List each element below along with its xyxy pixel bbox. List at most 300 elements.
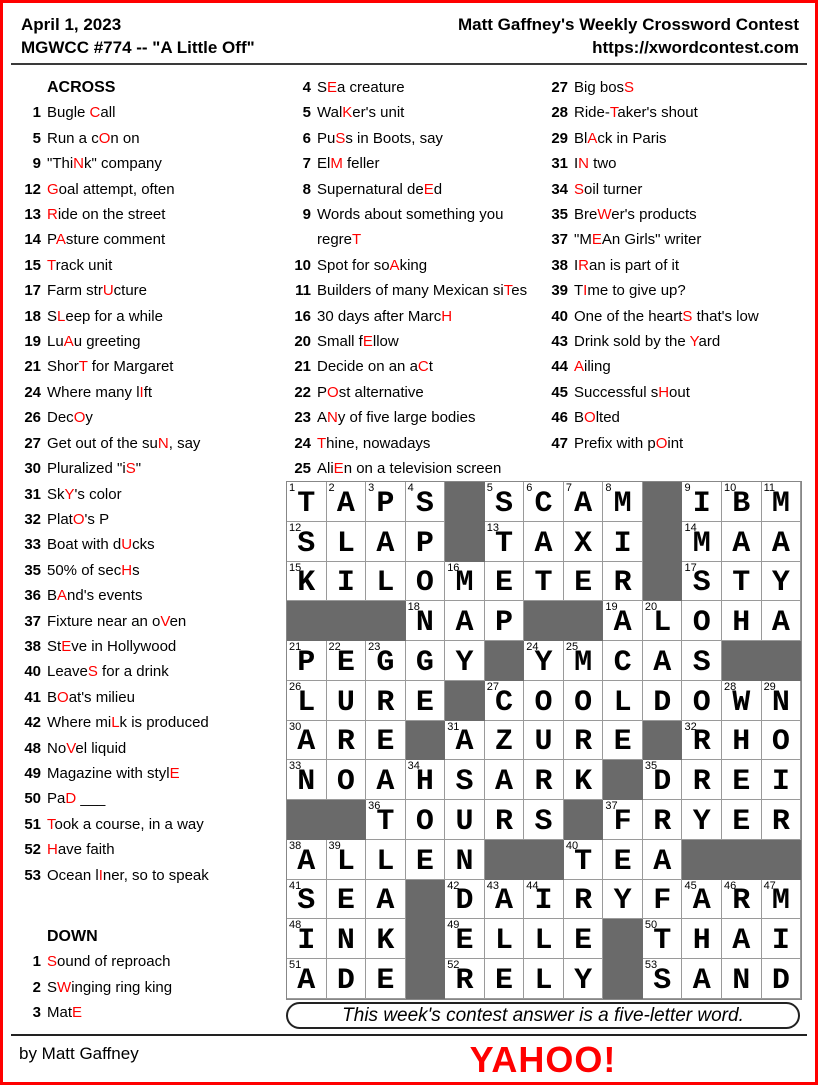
across-heading: ACROSS: [47, 79, 116, 96]
grid-cell: [287, 880, 327, 920]
clue-number: 34: [551, 180, 568, 198]
clue-text: PuSs in Boots, say: [317, 129, 443, 147]
cell-letter: A: [376, 765, 395, 799]
clue-column-2: [289, 75, 535, 482]
clue-text: Ocean lIner, so to speak: [47, 866, 209, 884]
clue-number: 38: [24, 637, 41, 655]
grid-block: [445, 482, 485, 522]
theme-letter: H: [121, 561, 133, 579]
grid-cell: [564, 959, 604, 999]
cell-letter: A: [692, 963, 711, 998]
grid-cell: [603, 800, 643, 840]
cell-letter: E: [495, 566, 514, 601]
grid-cell: [287, 681, 327, 721]
clue-number: 51: [24, 815, 41, 833]
clue-text: DecOy: [47, 409, 93, 427]
theme-letter: R: [578, 256, 590, 274]
grid-cell: [287, 959, 327, 999]
cell-number: 16: [447, 561, 460, 574]
theme-letter: T: [503, 282, 512, 300]
cell-letter: T: [534, 566, 553, 601]
clue-number: 38: [551, 256, 568, 274]
grid-cell: [564, 482, 604, 522]
grid-cell: [524, 880, 564, 920]
theme-letter: O: [327, 383, 339, 401]
theme-letter: L: [111, 714, 120, 732]
cell-letter: G: [376, 645, 395, 680]
clue-number: 24: [24, 383, 41, 401]
grid-block: [643, 482, 683, 522]
cell-letter: E: [415, 685, 434, 720]
grid-cell: [603, 681, 643, 721]
cell-letter: R: [732, 884, 751, 919]
cell-letter: I: [771, 924, 790, 958]
grid-cell: [643, 681, 683, 721]
cell-number: 30: [289, 720, 302, 733]
grid-cell: [564, 562, 604, 602]
cell-letter: I: [771, 765, 790, 799]
grid-cell: [485, 601, 525, 641]
clue-text: Bugle Call: [47, 104, 116, 122]
grid-cell: [406, 760, 446, 800]
grid-block: [287, 601, 327, 641]
cell-letter: R: [613, 566, 632, 601]
grid-block: [406, 880, 446, 920]
clue-number: 2: [32, 978, 41, 996]
clue-item-33: [19, 532, 277, 557]
cell-letter: S: [653, 963, 672, 998]
cell-number: 24: [526, 641, 539, 653]
cell-letter: L: [336, 526, 355, 561]
grid-cell: [722, 919, 762, 959]
cell-letter: Y: [771, 566, 790, 601]
cell-number: 5: [486, 482, 493, 494]
grid-cell: [682, 800, 722, 840]
theme-letter: A: [574, 358, 585, 376]
across-clue-list: [19, 100, 277, 888]
clue-item-24: [19, 380, 277, 405]
clue-item-44: [546, 354, 808, 379]
grid-cell: [445, 641, 485, 681]
grid-cell: [762, 919, 802, 959]
cell-letter: R: [692, 765, 711, 799]
grid-cell: [564, 760, 604, 800]
theme-letter: O: [72, 510, 85, 528]
cell-letter: A: [771, 526, 790, 561]
clue-number: 35: [24, 561, 41, 579]
cell-letter: G: [415, 645, 434, 680]
clue-text: Words about something you regreT: [317, 206, 504, 249]
clue-item-38: [19, 634, 277, 659]
cell-number: 23: [368, 641, 381, 653]
grid-cell: [722, 959, 762, 999]
theme-letter: C: [89, 104, 101, 122]
cell-number: 4: [407, 482, 414, 494]
cell-number: 33: [289, 760, 302, 773]
clue-number: 21: [294, 358, 311, 376]
cell-letter: H: [692, 924, 711, 958]
clue-number: 19: [24, 333, 41, 351]
cell-letter: H: [732, 606, 751, 640]
cell-number: 12: [289, 521, 302, 534]
grid-cell: [327, 840, 367, 880]
cell-letter: A: [455, 725, 474, 760]
grid-cell: [762, 681, 802, 721]
clue-item-31: [19, 482, 277, 507]
grid-cell: [564, 681, 604, 721]
clue-text: "ThiNk" company: [47, 155, 162, 173]
grid-block: [524, 601, 564, 641]
cell-letter: Y: [534, 645, 553, 680]
grid-block: [445, 522, 485, 562]
clue-item-45: [546, 380, 808, 405]
cell-letter: E: [732, 804, 751, 839]
cell-letter: I: [336, 566, 355, 601]
clue-number: 5: [32, 129, 41, 147]
clue-item-17: [19, 278, 277, 303]
grid-cell: [524, 800, 564, 840]
cell-letter: D: [336, 963, 355, 998]
clue-number: 23: [294, 409, 311, 427]
cell-letter: A: [376, 884, 395, 919]
cell-letter: P: [297, 645, 316, 680]
clue-text: PlatO's P: [47, 510, 110, 528]
grid-cell: [524, 959, 564, 999]
clue-text: Ride on the street: [47, 206, 166, 224]
cell-letter: S: [415, 486, 434, 521]
grid-cell: [485, 959, 525, 999]
clue-text: IRan is part of it: [574, 256, 680, 274]
clue-text: NoVel liquid: [47, 739, 127, 757]
grid-cell: [524, 919, 564, 959]
grid-cell: [485, 482, 525, 522]
theme-letter: S: [624, 79, 635, 96]
cell-letter: L: [376, 566, 395, 601]
theme-letter: S: [682, 307, 693, 325]
down-heading: DOWN: [47, 928, 98, 945]
grid-cell: [327, 641, 367, 681]
clue-number: 30: [24, 460, 41, 478]
grid-cell: [327, 721, 367, 761]
clue-item-36: [19, 583, 277, 608]
clue-number: 24: [294, 434, 311, 452]
theme-letter: E: [362, 333, 373, 351]
cell-number: 28: [724, 680, 737, 693]
cell-number: 18: [407, 601, 420, 614]
theme-letter: C: [417, 358, 429, 376]
theme-letter: E: [327, 79, 338, 96]
grid-cell: [327, 562, 367, 602]
cell-letter: A: [613, 606, 632, 640]
footer-divider: [11, 1034, 807, 1036]
grid-cell: [564, 641, 604, 681]
clue-number: 12: [24, 180, 41, 198]
grid-cell: [445, 880, 485, 920]
clue-item-46: [546, 405, 808, 430]
theme-letter: G: [47, 180, 59, 198]
grid-cell: [327, 880, 367, 920]
clue-item-37: [19, 609, 277, 634]
theme-letter: N: [73, 155, 85, 173]
clue-number: 1: [32, 953, 41, 971]
header-date: April 1, 2023: [21, 15, 122, 34]
cell-letter: N: [297, 765, 316, 799]
clue-number: 46: [551, 409, 568, 427]
clue-text: POst alternative: [317, 383, 424, 401]
cell-letter: L: [336, 844, 355, 879]
theme-letter: I: [98, 866, 103, 884]
header-issue: MGWCC #774 -- "A Little Off": [21, 38, 255, 57]
grid-cell: [485, 562, 525, 602]
clue-number: 50: [24, 790, 41, 808]
theme-letter: W: [57, 978, 72, 996]
grid-cell: [643, 641, 683, 681]
clue-item-20: [289, 329, 535, 354]
theme-letter: R: [47, 206, 58, 224]
clue-number: 52: [24, 841, 41, 859]
cell-letter: R: [455, 963, 474, 998]
clue-item-51: [19, 812, 277, 837]
clue-item-37: [546, 227, 808, 252]
cell-letter: A: [771, 606, 790, 640]
cell-letter: A: [574, 486, 593, 521]
grid-cell: [406, 840, 446, 880]
clue-item-18: [19, 304, 277, 329]
grid-cell: [445, 721, 485, 761]
clue-item-47: [546, 431, 808, 456]
byline: by Matt Gaffney: [19, 1044, 139, 1063]
cell-letter: I: [534, 884, 553, 919]
clue-item-26: [19, 405, 277, 430]
cell-letter: T: [376, 804, 395, 839]
grid-cell: [485, 919, 525, 959]
grid-cell: [524, 721, 564, 761]
clue-number: 8: [302, 180, 311, 198]
clue-text: StEve in Hollywood: [47, 637, 177, 655]
header-title: Matt Gaffney's Weekly Crossword Contest: [458, 15, 799, 34]
cell-letter: E: [495, 963, 514, 998]
grid-block: [643, 522, 683, 562]
cell-letter: R: [692, 725, 711, 760]
cell-letter: L: [297, 685, 316, 720]
grid-cell: [524, 681, 564, 721]
grid-cell: [524, 562, 564, 602]
grid-block: [564, 800, 604, 840]
clue-item-35: [546, 202, 808, 227]
cell-letter: E: [336, 645, 355, 680]
cell-number: 11: [763, 482, 775, 494]
grid-cell: [682, 959, 722, 999]
grid-cell: [406, 562, 446, 602]
theme-letter: O: [584, 409, 596, 427]
cell-number: 36: [368, 800, 381, 812]
cell-number: 41: [289, 879, 302, 892]
cell-letter: U: [336, 685, 355, 720]
clue-number: 21: [24, 358, 41, 376]
grid-cell: [524, 641, 564, 681]
cell-number: 39: [328, 839, 341, 852]
theme-letter: O: [73, 409, 86, 427]
clue-item-14: [19, 227, 277, 252]
clue-number: 10: [294, 256, 311, 274]
grid-cell: [366, 840, 406, 880]
theme-letter: N: [578, 155, 590, 173]
theme-letter: A: [587, 129, 598, 147]
clue-text: 30 days after MarcH: [317, 307, 453, 325]
cell-letter: T: [653, 924, 672, 958]
theme-letter: V: [160, 612, 170, 630]
theme-letter: H: [658, 383, 670, 401]
clue-text: PaD ___: [47, 790, 106, 808]
grid-cell: [366, 800, 406, 840]
clue-item-40: [19, 659, 277, 684]
theme-letter: E: [61, 637, 72, 655]
grid-cell: [406, 601, 446, 641]
cell-letter: C: [613, 645, 632, 680]
grid-cell: [762, 482, 802, 522]
clue-text: Supernatural deEd: [317, 180, 443, 198]
grid-cell: [682, 482, 722, 522]
grid-cell: [327, 959, 367, 999]
grid-cell: [524, 482, 564, 522]
grid-cell: [485, 880, 525, 920]
grid-cell: [445, 562, 485, 602]
grid-block: [406, 721, 446, 761]
cell-number: 10: [724, 482, 737, 494]
cell-number: 35: [644, 760, 658, 773]
grid-cell: [643, 601, 683, 641]
clue-number: 39: [551, 282, 568, 300]
clue-text: SEa creature: [317, 79, 405, 96]
cell-letter: R: [574, 884, 593, 919]
cell-letter: F: [653, 884, 672, 919]
grid-cell: [327, 681, 367, 721]
cell-letter: H: [415, 765, 434, 799]
clue-number: 40: [551, 307, 568, 325]
clue-number: 45: [551, 383, 568, 401]
cell-letter: K: [376, 924, 395, 958]
grid-cell: [287, 522, 327, 562]
theme-letter: Y: [689, 333, 699, 351]
cell-letter: M: [574, 645, 593, 680]
clue-text: Drink sold by the Yard: [574, 333, 721, 351]
grid-cell: [366, 919, 406, 959]
cell-letter: S: [495, 486, 514, 521]
clue-text: AliEn on a television screen: [317, 460, 502, 478]
cell-letter: M: [613, 486, 632, 521]
clue-column-3: [546, 75, 808, 456]
grid-cell: [485, 800, 525, 840]
grid-cell: [445, 919, 485, 959]
theme-letter: T: [609, 104, 618, 122]
cell-letter: A: [495, 765, 514, 799]
cell-number: 9: [684, 482, 691, 494]
grid-cell: [287, 641, 327, 681]
grid-block: [485, 641, 525, 681]
cell-letter: O: [415, 804, 434, 839]
cell-letter: Y: [613, 884, 632, 919]
theme-letter: A: [55, 231, 66, 249]
header-url-link[interactable]: https://xwordcontest.com: [592, 38, 799, 57]
clue-text: Where miLk is produced: [47, 714, 209, 732]
grid-cell: [603, 562, 643, 602]
clue-text: TIme to give up?: [574, 282, 686, 300]
cell-letter: D: [771, 963, 790, 998]
clue-item-1: [19, 949, 277, 974]
grid-cell: [762, 800, 802, 840]
cell-letter: R: [574, 725, 593, 760]
grid-block: [722, 641, 762, 681]
clue-text: Decide on an aCt: [317, 358, 433, 376]
cell-letter: R: [376, 685, 395, 720]
grid-cell: [366, 562, 406, 602]
cell-letter: L: [613, 685, 632, 720]
cell-letter: A: [534, 526, 553, 561]
cell-number: 47: [763, 879, 776, 892]
cell-number: 52: [447, 959, 460, 971]
clue-text: ANy of five large bodies: [317, 409, 476, 427]
theme-letter: N: [327, 409, 338, 427]
grid-cell: [762, 959, 802, 999]
cell-number: 45: [684, 879, 697, 892]
clue-number: 11: [295, 282, 311, 300]
clue-item-31: [546, 151, 808, 176]
clue-number: 31: [24, 485, 41, 503]
clue-item-42: [19, 710, 277, 735]
clue-item-3: [19, 1000, 277, 1025]
grid-block: [287, 800, 327, 840]
clue-text: Goal attempt, often: [47, 180, 175, 198]
grid-cell: [643, 760, 683, 800]
grid-cell: [682, 919, 722, 959]
clue-item-38: [546, 253, 808, 278]
cell-number: 32: [684, 720, 697, 733]
clue-number: 25: [294, 460, 311, 478]
grid-cell: [762, 562, 802, 602]
clue-number: 6: [302, 129, 311, 147]
clue-text: IN two: [574, 155, 617, 173]
theme-letter: T: [47, 256, 56, 274]
theme-letter: S: [47, 953, 58, 971]
grid-cell: [603, 880, 643, 920]
clue-number: 1: [32, 104, 41, 122]
cell-letter: M: [455, 566, 474, 601]
grid-cell: [445, 800, 485, 840]
cell-letter: E: [732, 765, 751, 799]
grid-cell: [722, 721, 762, 761]
grid-cell: [643, 800, 683, 840]
clue-number: 13: [24, 206, 41, 224]
grid-block: [327, 601, 367, 641]
clue-item-32: [19, 507, 277, 532]
grid-cell: [485, 721, 525, 761]
grid-cell: [682, 681, 722, 721]
grid-block: [524, 840, 564, 880]
clue-text: PAsture comment: [47, 231, 166, 249]
theme-letter: E: [591, 231, 602, 249]
clue-item-50: [19, 786, 277, 811]
grid-cell: [445, 840, 485, 880]
cell-letter: S: [692, 645, 711, 680]
grid-cell: [327, 482, 367, 522]
grid-cell: [445, 959, 485, 999]
clue-number: 29: [551, 129, 568, 147]
theme-letter: I: [139, 383, 144, 401]
clue-item-23: [289, 405, 535, 430]
clue-number: 32: [24, 510, 41, 528]
cell-letter: D: [455, 884, 474, 919]
grid-cell: [485, 522, 525, 562]
